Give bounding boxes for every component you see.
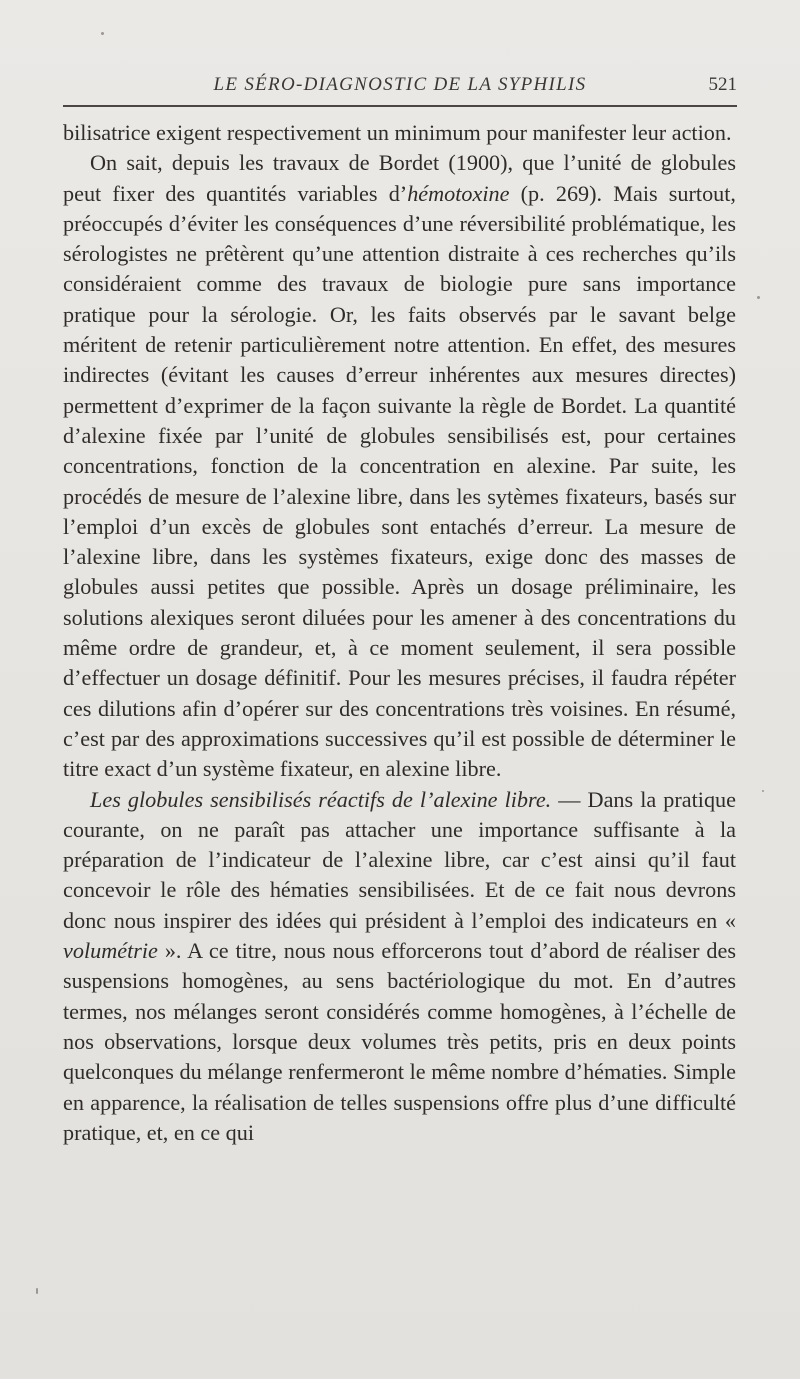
paper-speck [36,1288,38,1294]
paper-speck [757,296,760,299]
paragraph-1-text: bilisatrice exigent respectivement un minimum pour manifester leur action. [63,120,732,145]
paragraph-2-text-a: On sait, depuis les travaux de Bordet (1900), que l’unité de globules peut fixer des quantités variables d’ [63,150,736,206]
term-volumetrie: volumétrie [63,938,158,964]
paper-speck [762,790,764,792]
header-rule [63,105,737,107]
term-hemotoxine: hémotoxine [407,180,510,206]
running-title: LE SÉRO-DIAGNOSTIC DE LA SYPHILIS [213,74,587,95]
paragraph-3-text-a: — Dans la pratique courante, on ne paraît pas attacher une importance suffisante à la préparation de l’indicateur de l’alexine libre, car c’est ainsi qu’il faut concevoir le rôle des hématies sensibilisées. Et de ce fait nous devrons donc nous inspirer des idées qui président à l’emploi des indicateurs en « [63,786,736,933]
running-header [63,74,737,102]
paper-speck [101,32,104,35]
paragraph-2-text-b: (p. 269). Mais surtout, préoccupés d’éviter les conséquences d’une réversibilité problématique, les sérologistes ne prêtèrent qu’une attention distraite à ces recherches qu’ils considéraient comme des travaux de biologie pure sans importance pratique pour la sérologie. Or, les faits observés par le savant belge méritent de retenir particulièrement notre attention. En effet, des mesures indirectes (évitant les causes d’erreur inhérentes aux mesures directes) permettent d’exprimer de la façon suivante la règle de Bordet. La quantité d’alexine fixée par l’unité de globules sensibilisés est, pour certaines concentrations, fonction de la concentration en alexine. Par suite, les procédés de mesure de l’alexine libre, dans les sytèmes fixateurs, basés sur l’emploi d’un excès de globules sont entachés d’erreur. La mesure de l’alexine libre, dans les systèmes fixateurs, exige donc des masses de globules aussi petites que possible. Après un dosage préliminaire, les solutions alexiques seront diluées pour les amener à des concentrations du même ordre de grandeur, et, à ce moment seulement, il sera possible d’effectuer un dosage définitif. Pour les mesures précises, il faudra répéter ces dilutions afin d’opérer sur des concentrations très voisines. En résumé, c’est par des approximations successives qu’il est possible de déterminer le titre exact d’un système fixateur, en alexine libre. [63,180,736,782]
paragraph-globules-sensibilises [63,785,736,1149]
paragraph-bordet [63,148,736,784]
paragraph-continuation [63,118,736,148]
body-text [63,118,736,1148]
paragraph-3-text-b: ». A ce titre, nous nous efforcerons tout d’abord de réaliser des suspensions homogènes, au sens bactériologique du mot. En d’autres termes, nos mélanges seront considérés comme homogènes, à l’échelle de nos observations, lorsque deux volumes très petits, pris en deux points quelconques du mélange renfermeront le même nombre d’hématies. Simple en apparence, la réalisation de telles suspensions offre plus d’une difficulté pratique, et, en ce qui [63,938,736,1145]
section-heading-italic: Les globules sensibilisés réactifs de l’alexine libre. [90,786,552,812]
page-number: 521 [708,74,737,95]
